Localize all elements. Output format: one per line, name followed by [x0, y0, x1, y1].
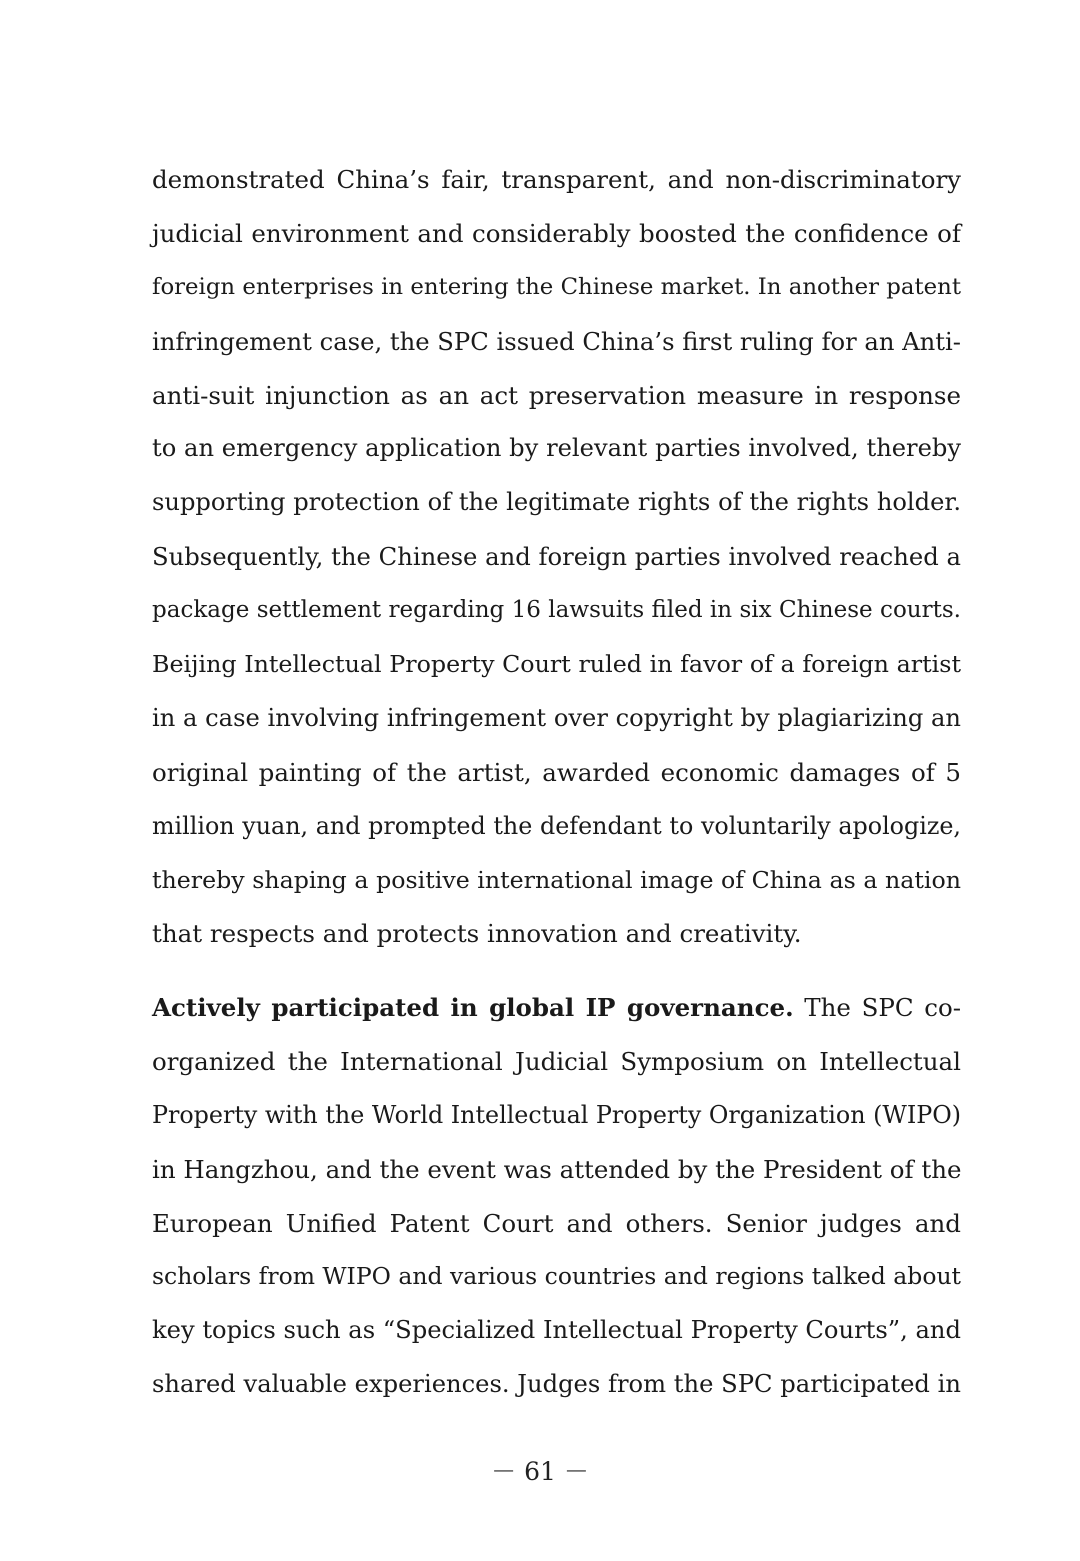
paragraph-1-line: million yuan, and prompted the defendant to voluntarily apologize, [152, 811, 961, 840]
paragraph-2-line: Actively participated in global IP governance. The SPC co- [152, 993, 961, 1022]
paragraph-1-line: Beijing Intellectual Property Court ruled in favor of a foreign artist [152, 650, 961, 679]
paragraph-2-line: in Hangzhou, and the event was attended by the President of the [152, 1154, 962, 1184]
paragraph-1-line: that respects and protects innovation and creativity. [152, 919, 802, 949]
paragraph-2-line: scholars from WIPO and various countries and regions talked about [152, 1262, 961, 1291]
paragraph-1-line: in a case involving infringement over copyright by plagiarizing an [152, 703, 961, 732]
paragraph-1-line: original painting of the artist, awarded economic damages of 5 [152, 757, 961, 787]
paragraph-1-line: supporting protection of the legitimate rights of the rights holder. [152, 488, 961, 517]
paragraph-2-line: shared valuable experiences. Judges from the SPC participated in [152, 1370, 961, 1399]
page-number: － 61 － [491, 1457, 589, 1486]
paragraph-2-line: organized the International Judicial Symposium on Intellectual [152, 1046, 961, 1076]
paragraph-2-line: Property with the World Intellectual Property Organization (WIPO) [152, 1100, 961, 1129]
paragraph-1-line: to an emergency application by relevant parties involved, thereby [152, 434, 961, 463]
paragraph-2 [152, 981, 961, 1412]
paragraph-1 [152, 153, 961, 961]
paragraph-2-line: European Unified Patent Court and others. Senior judges and [152, 1208, 961, 1238]
paragraph-1-line: package settlement regarding 16 lawsuits filed in six Chinese courts. [152, 597, 961, 624]
paragraph-1-line: thereby shaping a positive international image of China as a nation [152, 865, 961, 894]
section-heading: Actively participated in global IP governance. [152, 993, 794, 1022]
paragraph-1-line: infringement case, the SPC issued China’s first ruling for an Anti- [152, 326, 961, 356]
paragraph-1-line: Subsequently, the Chinese and foreign parties involved reached a [152, 542, 961, 572]
paragraph-1-line: judicial environment and considerably boosted the confidence of [152, 218, 961, 248]
paragraph-1-line: demonstrated China’s fair, transparent, and non-discriminatory [152, 165, 961, 194]
paragraph-1-line: anti-suit injunction as an act preservation measure in response [152, 380, 961, 410]
paragraph-2-line: key topics such as “Specialized Intellectual Property Courts”, and [152, 1316, 961, 1345]
paragraph-1-line: foreign enterprises in entering the Chinese market. In another patent [152, 273, 961, 300]
